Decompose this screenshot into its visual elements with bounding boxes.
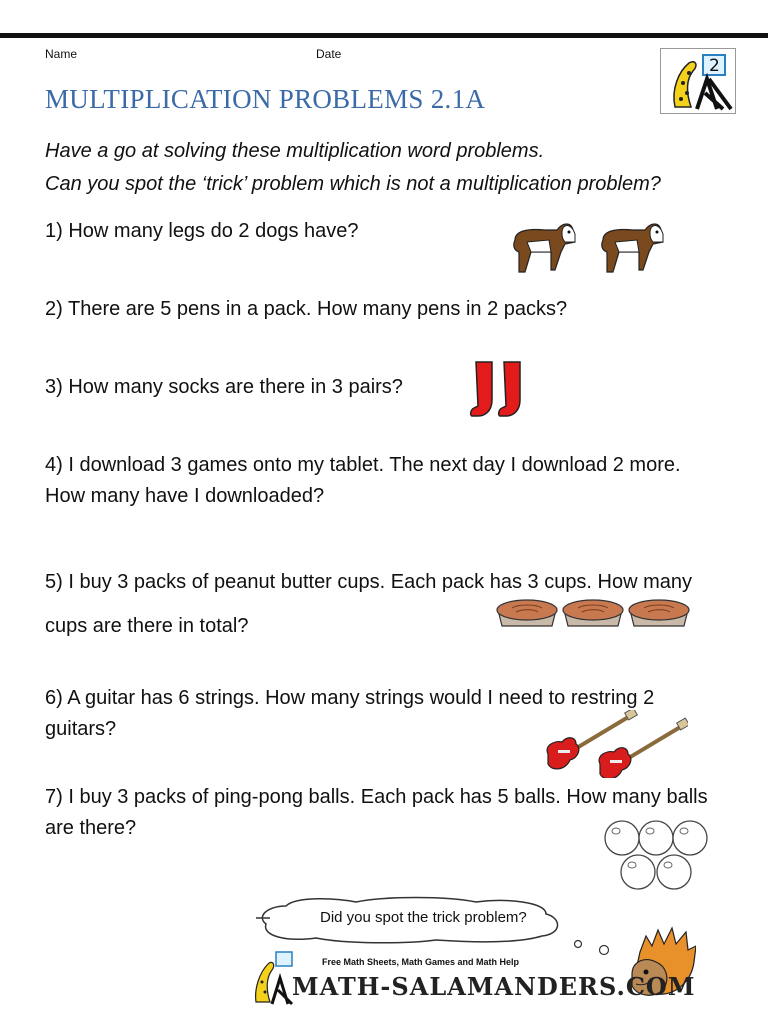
thought-bubble-text: Did you spot the trick problem? (320, 909, 527, 926)
question-text: 2) There are 5 pens in a pack. How many pens in 2 packs? (45, 298, 568, 320)
name-label: Name (45, 47, 78, 61)
top-rule (0, 33, 768, 38)
ping-pong-balls-image (600, 818, 712, 894)
question-4 (45, 450, 681, 512)
question-1 (45, 216, 359, 247)
peanut-butter-cup-icon (497, 600, 557, 626)
socks-image (468, 360, 530, 418)
question-text: cups are there in total? (45, 615, 249, 637)
question-text: 4) I download 3 games onto my tablet. The next day I download 2 more. (45, 454, 681, 476)
logo-grade: 2 (709, 56, 720, 76)
peanut-butter-cup-icon (563, 600, 623, 626)
guitars-image (542, 710, 688, 778)
ping-pong-ball-icon (605, 821, 639, 855)
ping-pong-ball-icon (657, 855, 691, 889)
question-text: 5) I buy 3 packs of peanut butter cups. Each pack has 3 cups. How many (45, 571, 693, 593)
intro-line-1: Have a go at solving these multiplication word problems. (45, 140, 545, 162)
ping-pong-ball-icon (621, 855, 655, 889)
intro-line-2: Can you spot the ‘trick’ problem which is not a multiplication problem? (45, 173, 661, 195)
question-text: 1) How many legs do 2 dogs have? (45, 220, 359, 242)
question-text: 6) A guitar has 6 strings. How many strings would I need to restring 2 (45, 687, 655, 709)
ping-pong-ball-icon (673, 821, 707, 855)
dogs-image (505, 212, 690, 280)
question-text: 7) I buy 3 packs of ping-pong balls. Each pack has 5 balls. How many balls (45, 786, 708, 808)
question-text: are there? (45, 817, 137, 839)
question-text: guitars? (45, 718, 117, 740)
sock-icon (471, 362, 492, 416)
salamander-logo-icon (250, 948, 296, 1006)
dog-icon (514, 224, 575, 272)
page-title: MULTIPLICATION PROBLEMS 2.1A (45, 84, 486, 114)
question-text: 3) How many socks are there in 3 pairs? (45, 376, 403, 398)
salamander-logo-icon (660, 48, 736, 114)
date-label: Date (316, 47, 342, 61)
dog-icon (602, 224, 663, 272)
thought-dots (572, 936, 618, 958)
peanut-butter-cups-image (494, 596, 694, 632)
question-text: How many have I downloaded? (45, 485, 325, 507)
footer-tagline: Free Math Sheets, Math Games and Math Help (322, 957, 520, 967)
sock-icon (499, 362, 520, 416)
question-2 (45, 294, 567, 325)
question-3 (45, 372, 403, 403)
ping-pong-ball-icon (639, 821, 673, 855)
footer-site-link[interactable]: MATH-SALAMANDERS.COM (292, 972, 696, 1001)
peanut-butter-cup-icon (629, 600, 689, 626)
